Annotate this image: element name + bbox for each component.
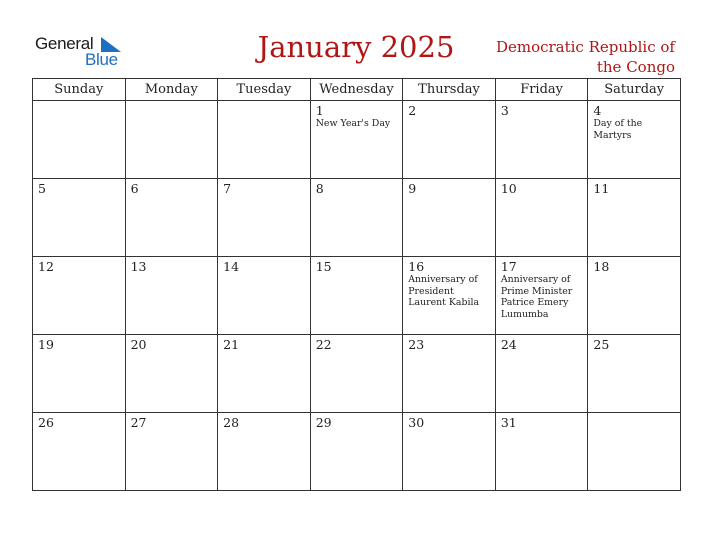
day-cell <box>403 257 496 335</box>
day-cell <box>310 179 403 257</box>
weekday-header: Sunday <box>33 79 126 101</box>
day-cell <box>495 179 588 257</box>
day-number: 27 <box>130 415 147 430</box>
day-cell <box>33 413 126 491</box>
day-number: 14 <box>223 259 240 274</box>
day-cell <box>125 257 218 335</box>
day-number: 31 <box>500 415 517 430</box>
week-row <box>33 101 681 179</box>
day-number: 29 <box>315 415 332 430</box>
day-number: 21 <box>223 337 240 352</box>
holiday-label: New Year's Day <box>315 118 391 129</box>
day-number: 7 <box>223 181 232 196</box>
day-cell <box>33 335 126 413</box>
day-cell <box>218 413 311 491</box>
day-cell <box>310 257 403 335</box>
day-cell <box>495 413 588 491</box>
day-number: 12 <box>38 259 54 274</box>
day-number: 25 <box>593 337 610 352</box>
weekday-header: Saturday <box>588 79 681 101</box>
day-cell <box>218 179 311 257</box>
weekday-header: Tuesday <box>218 79 311 101</box>
day-cell <box>588 413 681 491</box>
day-number: 1 <box>315 103 324 118</box>
day-cell <box>125 101 218 179</box>
week-row <box>33 335 681 413</box>
day-number: 16 <box>408 259 425 274</box>
day-number: 3 <box>500 103 509 118</box>
day-number: 6 <box>130 181 139 196</box>
day-number: 17 <box>500 259 517 274</box>
day-cell <box>588 335 681 413</box>
day-number: 18 <box>593 259 610 274</box>
weekday-header-row <box>33 79 681 101</box>
day-number: 22 <box>315 337 332 352</box>
country-name: Democratic Republic of the Congo <box>495 38 675 76</box>
day-number: 13 <box>130 259 147 274</box>
day-number: 15 <box>315 259 332 274</box>
day-cell <box>403 101 496 179</box>
day-number: 11 <box>593 181 610 196</box>
day-cell <box>588 257 681 335</box>
calendar-title: January 2025 <box>257 30 455 64</box>
day-cell <box>403 179 496 257</box>
day-cell <box>495 101 588 179</box>
day-number: 5 <box>38 181 46 196</box>
day-cell <box>125 179 218 257</box>
day-number: 23 <box>408 337 425 352</box>
holiday-label: Anniversary of President Laurent Kabila <box>408 274 480 308</box>
day-number: 10 <box>500 181 517 196</box>
week-row <box>33 179 681 257</box>
day-cell <box>403 335 496 413</box>
day-number: 24 <box>500 337 517 352</box>
weekday-header: Monday <box>125 79 218 101</box>
day-number: 8 <box>315 181 324 196</box>
day-cell <box>125 335 218 413</box>
day-cell <box>495 335 588 413</box>
day-cell <box>125 413 218 491</box>
day-number: 4 <box>593 103 602 118</box>
day-cell <box>310 101 403 179</box>
day-cell <box>218 335 311 413</box>
logo-text-general: General <box>35 34 94 53</box>
day-cell <box>588 179 681 257</box>
day-cell <box>310 335 403 413</box>
day-cell <box>310 413 403 491</box>
logo-text-blue: Blue <box>85 50 118 69</box>
day-cell <box>588 101 681 179</box>
day-cell <box>218 257 311 335</box>
holiday-label: Anniversary of Prime Minister Patrice Emery Lumumba <box>500 274 573 320</box>
week-row <box>33 413 681 491</box>
day-cell <box>218 101 311 179</box>
day-number: 20 <box>130 337 147 352</box>
weekday-header: Thursday <box>403 79 496 101</box>
weekday-header: Wednesday <box>310 79 403 101</box>
day-cell <box>33 101 126 179</box>
day-number: 19 <box>38 337 54 352</box>
day-cell <box>495 257 588 335</box>
week-row <box>33 257 681 335</box>
day-number: 28 <box>223 415 240 430</box>
calendar-body <box>33 101 681 491</box>
holiday-label: Day of the Martyrs <box>593 118 643 141</box>
day-number: 26 <box>38 415 54 430</box>
day-number: 2 <box>408 103 417 118</box>
weekday-header: Friday <box>495 79 588 101</box>
day-cell <box>33 257 126 335</box>
day-number: 9 <box>408 181 417 196</box>
day-number: 30 <box>408 415 425 430</box>
calendar-grid <box>32 78 681 491</box>
day-cell <box>33 179 126 257</box>
day-cell <box>403 413 496 491</box>
